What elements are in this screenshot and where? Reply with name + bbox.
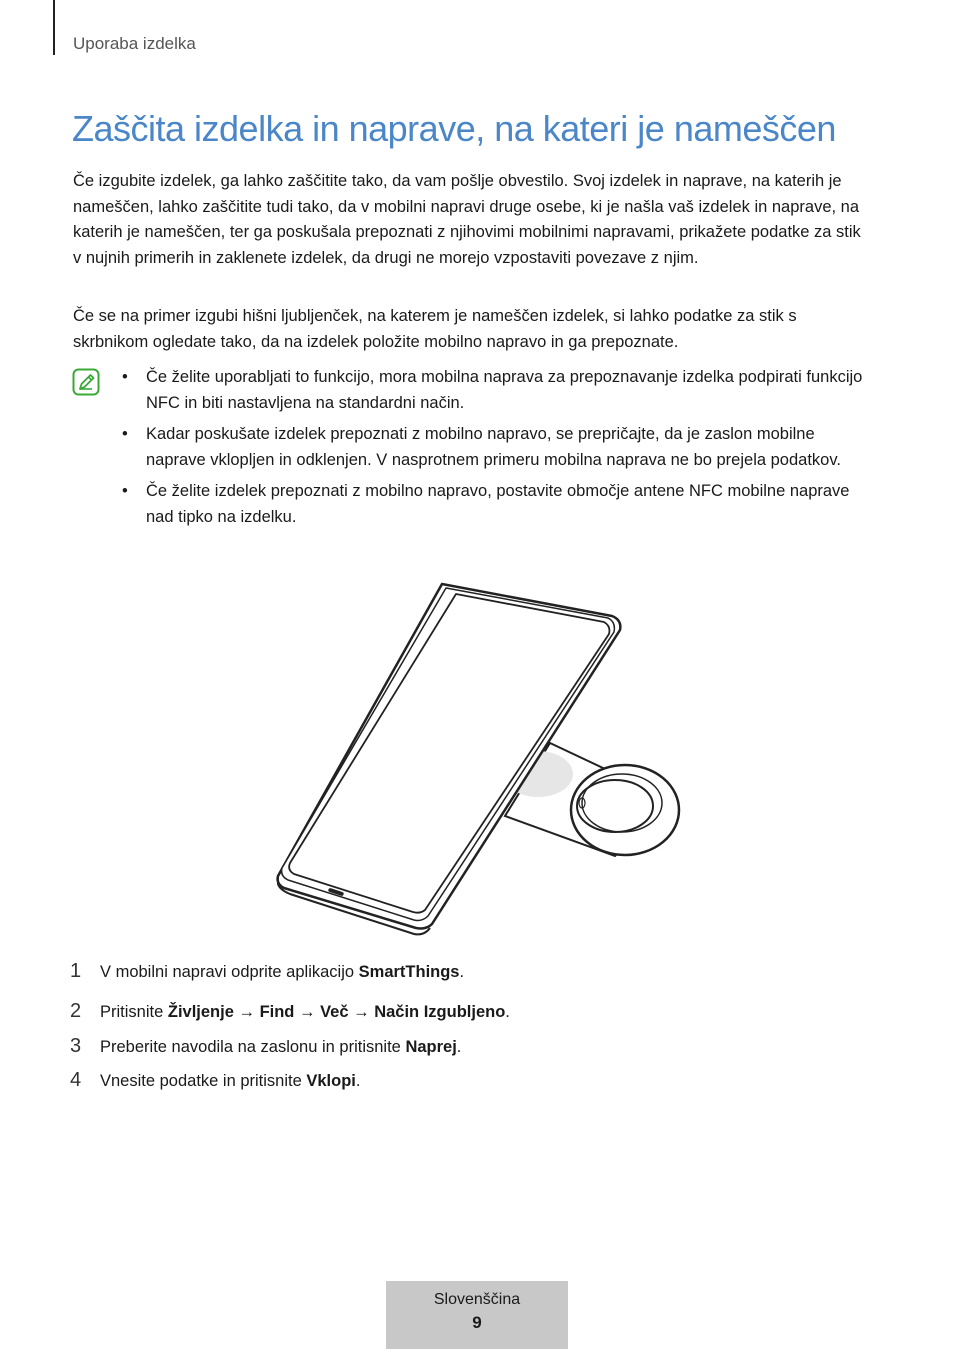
page-footer: [386, 1281, 568, 1349]
arrow: →: [233, 1003, 260, 1021]
step-end: .: [355, 1072, 361, 1090]
button-name: Naprej: [405, 1038, 457, 1056]
bullet: •: [122, 425, 128, 443]
note-item: [118, 479, 868, 530]
bullet: •: [122, 482, 128, 500]
footer-language: Slovenščina: [433, 1291, 521, 1308]
intro-paragraph: Če izgubite izdelek, ga lahko zaščitite tako, da vam pošlje obvestilo. Svoj izdelek in naprave, na katerih je nameščen, lahko zaščitite tudi tako, da v mobilni napravi druge osebe, ki je našla vaš izdelek in naprave, na katerih je nameščen, ter ga poskušala prepoznati z njihovimi mobilnimi napravami, prikažete podatke za stik v nujnih primerih in zaklenete izdelek, da drugi ne morejo vzpostaviti povezave z njim.: [73, 172, 861, 267]
menu-find: Find: [259, 1003, 295, 1021]
step-end: .: [456, 1038, 462, 1056]
step-3: [70, 1034, 461, 1059]
menu-zivljenje: Življenje: [167, 1003, 234, 1021]
note-pen-icon: [72, 368, 100, 396]
step-end: .: [505, 1003, 510, 1021]
arrow: →: [348, 1003, 375, 1021]
step-1: [70, 959, 464, 984]
section-label: Uporaba izdelka: [73, 34, 196, 53]
page-title: Zaščita izdelka in naprave, na kateri je nameščen: [72, 108, 836, 149]
step-2: [70, 999, 510, 1024]
notes-list: [118, 365, 868, 536]
note-item: [118, 422, 868, 473]
example-paragraph: Če se na primer izgubi hišni ljubljenček, na katerem je nameščen izdelek, si lahko podatke za stik s skrbnikom ogledate tako, da na izdelek položite mobilno napravo in ga prepoznate.: [73, 307, 797, 351]
step-text: Preberite navodila na zaslonu in pritisnite: [100, 1038, 406, 1056]
step-number: 4: [70, 1069, 82, 1091]
menu-vec: Več: [320, 1003, 349, 1021]
step-number: 2: [70, 1000, 82, 1022]
note-text: Če želite izdelek prepoznati z mobilno napravo, postavite območje antene NFC mobilne naprave nad tipko na izdelku.: [146, 482, 850, 526]
phone-on-tag-illustration: [270, 578, 685, 938]
header-rule: [53, 0, 55, 55]
step-end: .: [459, 963, 465, 981]
button-name: Vklopi: [306, 1072, 356, 1090]
note-text: Če želite uporabljati to funkcijo, mora mobilna naprava za prepoznavanje izdelka podpirati funkcijo NFC in biti nastavljena na standardni način.: [146, 368, 863, 412]
page-number: 9: [472, 1313, 482, 1332]
step-text: Vnesite podatke in pritisnite: [100, 1072, 307, 1090]
step-4: [70, 1068, 360, 1093]
step-text: V mobilni napravi odprite aplikacijo: [100, 963, 359, 981]
step-number: 3: [70, 1035, 82, 1057]
app-name: SmartThings: [358, 963, 460, 981]
step-text: Pritisnite: [100, 1003, 168, 1021]
step-number: 1: [70, 960, 82, 982]
menu-lost-mode: Način Izgubljeno: [374, 1003, 506, 1021]
bullet: •: [122, 368, 128, 386]
arrow: →: [294, 1003, 321, 1021]
note-text: Kadar poskušate izdelek prepoznati z mobilno napravo, se prepričajte, da je zaslon mobilne naprave vklopljen in odklenjen. V nasprotnem primeru mobilna naprava ne bo prejela podatkov.: [146, 425, 841, 469]
note-item: [118, 365, 868, 416]
